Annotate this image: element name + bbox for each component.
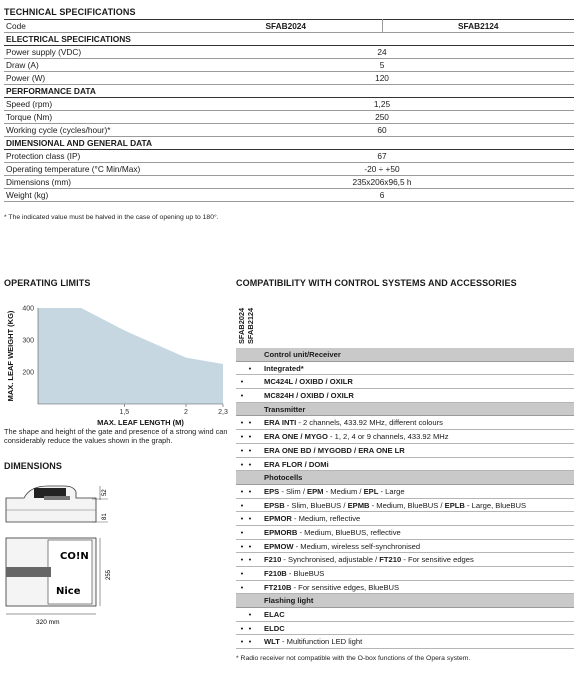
compat-category: [236, 471, 574, 485]
compat-item-desc: - Slim, BlueBUS /: [284, 500, 348, 510]
compat-item: [264, 608, 285, 622]
compat-row: [236, 540, 574, 554]
compat-item-desc: - Synchronised, adjustable /: [281, 555, 380, 565]
compat-item: [264, 581, 399, 595]
compat-row: [236, 553, 574, 567]
operating-limits-chart: [4, 298, 229, 428]
spec-label: Protection class (IP): [4, 150, 190, 163]
compat-dot-model-1: •: [240, 391, 244, 401]
compat-item: [264, 553, 474, 567]
specs-title: TECHNICAL SPECIFICATIONS: [4, 7, 136, 17]
compat-dot-model-1: •: [240, 623, 244, 633]
nice-logo: Nice: [56, 586, 81, 597]
compat-row: [236, 567, 574, 581]
compat-item-desc: - Slim /: [279, 486, 308, 496]
compat-dot-model-1: •: [240, 555, 244, 565]
compat-item-name: ELDC: [264, 623, 285, 633]
compat-item-desc3: - Large: [378, 486, 405, 496]
spec-value: 60: [190, 124, 574, 137]
compat-dot-model-2: •: [248, 623, 252, 633]
spec-row: [4, 150, 574, 163]
compat-category: [236, 348, 574, 362]
compat-item-desc2: - Medium /: [323, 486, 364, 496]
spec-table: [4, 19, 574, 202]
dimensions-title: DIMENSIONS: [4, 461, 63, 471]
compat-row: [236, 581, 574, 595]
compat-row: [236, 485, 574, 499]
side-view: [6, 486, 108, 522]
compat-item: [264, 512, 360, 526]
spec-row: [4, 111, 574, 124]
compat-item-name: EPMOW: [264, 541, 294, 551]
compat-footnote: * Radio receiver not compatible with the O-box functions of the Opera system.: [236, 655, 471, 662]
compat-item-desc: - For sensitive edges, BlueBUS: [291, 582, 400, 592]
compat-item-desc: - Multifunction LED light: [279, 637, 363, 647]
y-tick-label: 300: [22, 337, 34, 345]
spec-value: 67: [190, 150, 574, 163]
x-tick-label: 1,5: [119, 409, 130, 416]
spec-value: 235x206x96,5 h: [190, 176, 574, 189]
compat-item: [264, 635, 362, 649]
compat-item-name: ERA FLOR / DOMi: [264, 459, 329, 469]
compat-dot-model-2: •: [248, 445, 252, 455]
compat-dot-model-1: •: [240, 459, 244, 469]
compat-item-desc: - Medium, reflective: [291, 514, 361, 524]
compat-item: [264, 430, 449, 444]
compat-dot-model-2: •: [248, 541, 252, 551]
spec-value: 250: [190, 111, 574, 124]
dimensions-drawing: [4, 482, 122, 632]
spec-code-row: [4, 20, 574, 33]
compat-item: [264, 389, 354, 403]
spec-group-title: PERFORMANCE DATA: [4, 85, 574, 98]
compat-item-name: ERA ONE BD / MYGOBD / ERA ONE LR: [264, 445, 405, 455]
limits-area: [38, 308, 223, 404]
compat-dot-model-2: •: [248, 610, 252, 620]
compat-item-name2: EPM: [307, 486, 324, 496]
compat-dot-model-1: •: [240, 569, 244, 578]
compat-dot-model-1: •: [240, 445, 244, 455]
compat-item: [264, 444, 405, 458]
compat-item: [264, 499, 526, 513]
compat-item-desc2: - For sensitive edges: [401, 555, 474, 565]
spec-row: [4, 176, 574, 189]
compat-item: [264, 540, 420, 554]
spec-group-row: [4, 33, 574, 46]
spec-label: Weight (kg): [4, 189, 190, 202]
spec-label: Draw (A): [4, 59, 190, 72]
spec-row: [4, 46, 574, 59]
limits-chart-svg: [4, 298, 229, 428]
spec-row: [4, 163, 574, 176]
compat-item-name: F210B: [264, 569, 287, 578]
compat-item-name: EPMOR: [264, 514, 292, 524]
compat-dot-model-2: •: [248, 363, 252, 373]
dim-label-h3: 255: [106, 569, 112, 580]
compat-category-label: Control unit/Receiver: [264, 350, 341, 359]
compat-row: [236, 430, 574, 444]
spec-row: [4, 124, 574, 137]
spec-group-row: [4, 137, 574, 150]
y-tick-label: 200: [22, 369, 34, 377]
x-tick-label: 2,3: [218, 409, 228, 416]
top-view: [6, 538, 100, 614]
compat-row: [236, 635, 574, 649]
compat-dot-model-1: •: [240, 637, 244, 647]
compat-item-name: ELAC: [264, 610, 285, 620]
compat-col-2: SFAB2124: [246, 307, 255, 344]
compat-item-desc: - Medium, BlueBUS, reflective: [297, 527, 401, 537]
compat-item-name3: EPL: [363, 486, 379, 496]
dim-label-h2: 81: [102, 513, 108, 520]
spec-label: Operating temperature (°C Min/Max): [4, 163, 190, 176]
compat-item: [264, 375, 353, 389]
compat-category-label: Photocells: [264, 473, 303, 483]
compat-dot-model-1: •: [240, 500, 244, 510]
compat-item-name: FT210B: [264, 582, 292, 592]
compat-list: [236, 348, 574, 649]
spec-value: 6: [190, 189, 574, 202]
spec-row: [4, 98, 574, 111]
compat-item: [264, 485, 405, 499]
compat-row: [236, 512, 574, 526]
compat-row: [236, 375, 574, 389]
compat-dot-model-2: •: [248, 418, 252, 428]
compat-item-name2: EPMB: [347, 500, 370, 510]
compat-item: [264, 362, 304, 376]
dim-label-width: 320 mm: [36, 619, 60, 626]
spec-row: [4, 189, 574, 202]
compat-category-label: Flashing light: [264, 596, 314, 606]
compat-row: [236, 416, 574, 430]
compat-category: [236, 403, 574, 417]
spec-label: Working cycle (cycles/hour)*: [4, 124, 190, 137]
y-tick-label: 400: [22, 305, 34, 313]
spec-label: Speed (rpm): [4, 98, 190, 111]
compat-item: [264, 526, 401, 540]
compat-dot-model-2: •: [248, 432, 252, 442]
compat-dot-model-1: •: [240, 514, 244, 524]
spec-row: [4, 72, 574, 85]
compat-dot-model-2: •: [248, 514, 252, 524]
compat-row: [236, 499, 574, 513]
compat-row: [236, 458, 574, 472]
compat-item-name: EPSB: [264, 500, 285, 510]
compat-item-name: WLT: [264, 637, 280, 647]
compat-item-name: Integrated*: [264, 363, 304, 373]
compat-category-label: Transmitter: [264, 404, 306, 414]
compat-item-desc3: - Large, BlueBUS: [464, 500, 527, 510]
compat-row: [236, 622, 574, 636]
compat-item-name: ERA INTI: [264, 418, 297, 428]
spec-label: Torque (Nm): [4, 111, 190, 124]
compat-dot-model-1: •: [240, 377, 244, 387]
spec-model-1: SFAB2024: [190, 20, 382, 33]
spec-label: Dimensions (mm): [4, 176, 190, 189]
spec-group-title: ELECTRICAL SPECIFICATIONS: [4, 33, 574, 46]
compat-item-desc: - Medium, wireless self-synchronised: [293, 541, 421, 551]
compat-dot-model-1: •: [240, 527, 244, 537]
spec-value: 5: [190, 59, 574, 72]
compat-dot-model-2: •: [248, 486, 252, 496]
spec-group-title: DIMENSIONAL AND GENERAL DATA: [4, 137, 574, 150]
compat-item-name: EPMORB: [264, 527, 298, 537]
compat-item-desc: - BlueBUS: [286, 569, 325, 578]
compat-item-name: EPS: [264, 486, 280, 496]
compat-item-desc: - 1, 2, 4 or 9 channels, 433.92 MHz: [327, 432, 449, 442]
compat-item: [264, 416, 443, 430]
limits-note: The shape and height of the gate and presence of a strong wind can considerably reduce the values shown in the graph.: [4, 427, 228, 445]
compat-item-desc2: - Medium, BlueBUS /: [369, 500, 445, 510]
dim-label-h1: 52: [102, 489, 108, 496]
compat-item: [264, 458, 329, 472]
compat-row: [236, 362, 574, 376]
spec-code-label: Code: [4, 20, 190, 33]
compat-item: [264, 622, 285, 636]
compat-item-name: MC424L / OXIBD / OXILR: [264, 377, 353, 387]
compat-item-name2: FT210: [379, 555, 402, 565]
spec-label: Power (W): [4, 72, 190, 85]
x-tick-label: 2: [184, 409, 188, 416]
spec-value: 1,25: [190, 98, 574, 111]
spec-row: [4, 59, 574, 72]
compat-dot-model-1: •: [240, 541, 244, 551]
spec-group-row: [4, 85, 574, 98]
specs-footnote: * The indicated value must be halved in the case of opening up to 180°.: [4, 214, 219, 221]
compat-item-desc: - 2 channels, 433.92 MHz, different colours: [296, 418, 443, 428]
compat-dot-model-2: •: [248, 555, 252, 565]
compat-dot-model-1: •: [240, 432, 244, 442]
compat-col-1: SFAB2024: [237, 307, 246, 344]
y-axis-title: MAX. LEAF WEIGHT (KG): [6, 310, 15, 402]
compat-dot-model-2: •: [248, 637, 252, 647]
compat-item: [264, 567, 324, 581]
compat-title: COMPATIBILITY WITH CONTROL SYSTEMS AND ACCESSORIES: [236, 278, 517, 288]
spec-value: -20 ÷ +50: [190, 163, 574, 176]
spec-model-2: SFAB2124: [382, 20, 574, 33]
compat-dot-model-1: •: [240, 418, 244, 428]
compat-category: [236, 594, 574, 608]
spec-value: 24: [190, 46, 574, 59]
limits-title: OPERATING LIMITS: [4, 278, 91, 288]
spec-value: 120: [190, 72, 574, 85]
compat-dot-model-1: •: [240, 582, 244, 592]
compat-item-name: F210: [264, 555, 282, 565]
compat-item-name3: EPLB: [444, 500, 465, 510]
x-axis-title: MAX. LEAF LENGTH (M): [97, 418, 184, 427]
spec-label: Power supply (VDC): [4, 46, 190, 59]
compat-item-name: ERA ONE / MYGO: [264, 432, 328, 442]
compat-row: [236, 608, 574, 622]
compat-item-name: MC824H / OXIBD / OXILR: [264, 391, 354, 401]
coin-logo: CO!N: [60, 551, 89, 562]
compat-dot-model-1: •: [240, 486, 244, 496]
compat-row: [236, 389, 574, 403]
compat-row: [236, 444, 574, 458]
compat-dot-model-2: •: [248, 459, 252, 469]
compat-row: [236, 526, 574, 540]
